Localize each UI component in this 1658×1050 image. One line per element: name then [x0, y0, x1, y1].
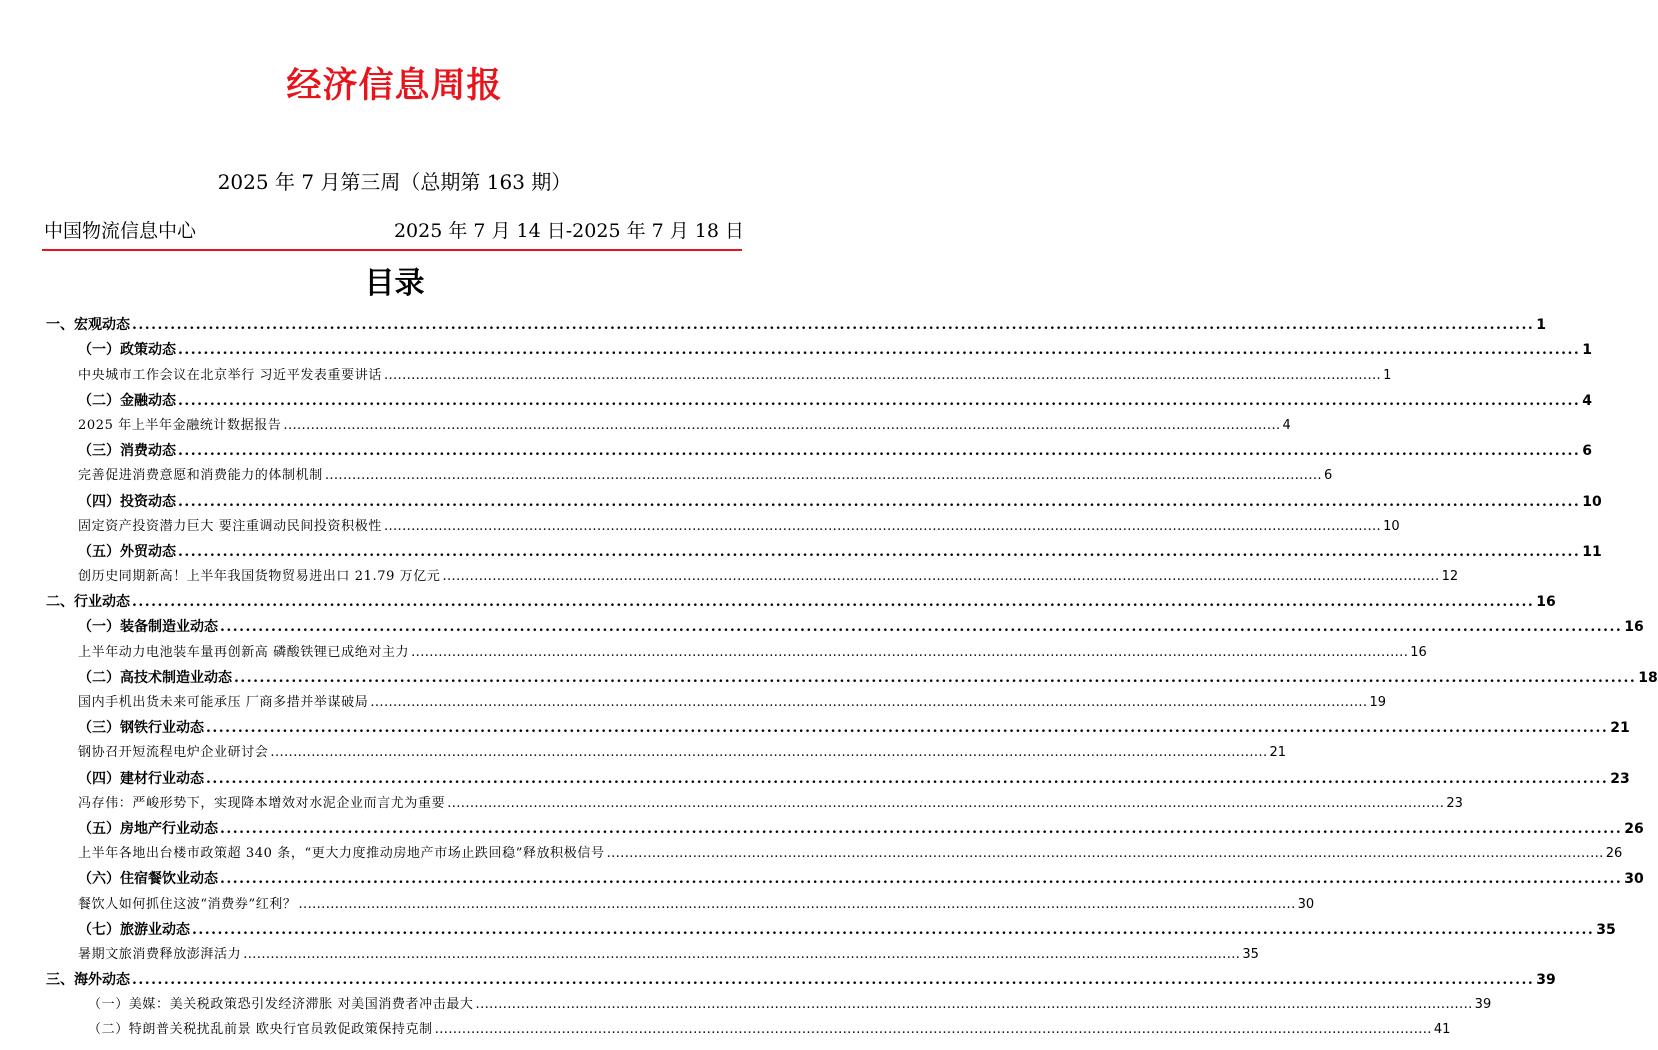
toc-entry[interactable]	[0, 989, 1492, 1014]
toc-entry-page: 39	[1474, 997, 1492, 1013]
toc-dot-leader: ............................................................................................................................................................................................................................	[132, 317, 1535, 334]
toc-entry-page: 1	[1536, 317, 1547, 334]
toc-entry[interactable]	[0, 662, 1658, 687]
toc-entry[interactable]	[0, 712, 1630, 737]
toc-entry-page: 23	[1610, 770, 1630, 787]
toc-entry-title: （五）外贸动态	[78, 543, 176, 560]
toc-dot-leader: ............................................................................................................................................................................................................................	[220, 820, 1623, 837]
toc-entry-title: （三）消费动态	[78, 443, 176, 460]
toc-entry-title: （二）特朗普关税扰乱前景 欧央行官员敦促政策保持克制	[88, 1022, 433, 1038]
toc-entry-page: 26	[1605, 846, 1623, 862]
organization-name: 中国物流信息中心	[44, 220, 197, 242]
toc-dot-leader: ............................................................................................................................................................................................................................	[192, 921, 1595, 938]
table-of-contents	[0, 309, 1658, 1039]
toc-dot-leader: ............................................................................................................................................................................................................................	[442, 569, 1440, 585]
toc-entry-page: 41	[1433, 1022, 1451, 1038]
toc-entry-title: （六）住宿餐饮业动态	[78, 871, 218, 888]
toc-dot-leader: ............................................................................................................................................................................................................................	[220, 871, 1623, 888]
toc-dot-leader: ............................................................................................................................................................................................................................	[383, 367, 1382, 383]
toc-entry-title: （一）装备制造业动态	[78, 619, 218, 636]
toc-dot-leader: ............................................................................................................................................................................................................................	[283, 417, 1281, 433]
toc-entry-title: （七）旅游业动态	[78, 921, 190, 938]
toc-entry-title: （二）金融动态	[78, 392, 176, 409]
toc-entry-page: 6	[1323, 468, 1333, 484]
toc-dot-leader: ............................................................................................................................................................................................................................	[447, 795, 1445, 811]
toc-entry-title: 上半年各地出台楼市政策超 340 条，“更大力度推动房地产市场止跌回稳”释放积极信号	[78, 846, 605, 862]
toc-entry-title: 三、海外动态	[46, 972, 130, 989]
toc-entry-page: 6	[1582, 443, 1593, 460]
toc-entry-page: 12	[1441, 569, 1459, 585]
toc-entry[interactable]	[0, 1014, 1451, 1039]
toc-entry[interactable]	[0, 964, 1556, 989]
toc-dot-leader: ............................................................................................................................................................................................................................	[234, 669, 1637, 686]
toc-entry-title: 上半年动力电池装车量再创新高 磷酸铁锂已成绝对主力	[78, 644, 410, 660]
report-title: 经济信息周报	[286, 66, 503, 106]
toc-entry[interactable]	[0, 410, 1291, 435]
toc-title: 目录	[364, 266, 425, 301]
toc-dot-leader: ............................................................................................................................................................................................................................	[324, 468, 1322, 484]
toc-entry-title: 钢协召开短流程电炉企业研讨会	[78, 745, 269, 761]
toc-dot-leader: ............................................................................................................................................................................................................................	[270, 745, 1268, 761]
toc-entry-page: 11	[1582, 543, 1602, 560]
toc-dot-leader: ............................................................................................................................................................................................................................	[178, 493, 1581, 510]
toc-dot-leader: ............................................................................................................................................................................................................................	[178, 443, 1581, 460]
toc-entry-title: 中央城市工作会议在北京举行 习近平发表重要讲话	[78, 367, 382, 383]
toc-entry-page: 35	[1596, 921, 1616, 938]
date-range: 2025 年 7 月 14 日-2025 年 7 月 18 日	[393, 220, 744, 242]
toc-entry-page: 16	[1536, 594, 1556, 611]
toc-entry[interactable]	[0, 586, 1556, 611]
toc-entry-title: 创历史同期新高！上半年我国货物贸易进出口 21.79 万亿元	[78, 569, 441, 585]
toc-entry-title: （一）美媒：美关税政策恐引发经济滞胀 对美国消费者冲击最大	[88, 997, 474, 1013]
header-divider	[42, 249, 742, 251]
toc-dot-leader: ............................................................................................................................................................................................................................	[206, 720, 1609, 737]
toc-dot-leader: ............................................................................................................................................................................................................................	[411, 644, 1409, 660]
toc-entry-page: 19	[1369, 695, 1387, 710]
toc-entry[interactable]	[0, 561, 1459, 586]
toc-entry-page: 16	[1410, 644, 1427, 660]
toc-entry[interactable]	[0, 485, 1602, 510]
toc-entry[interactable]	[0, 611, 1644, 636]
toc-entry-page: 10	[1582, 493, 1602, 510]
toc-entry[interactable]	[0, 838, 1623, 863]
toc-entry[interactable]	[0, 914, 1616, 939]
toc-dot-leader: ............................................................................................................................................................................................................................	[298, 896, 1296, 912]
toc-entry-title: 2025 年上半年金融统计数据报告	[78, 417, 282, 433]
toc-entry-page: 10	[1383, 518, 1400, 534]
toc-dot-leader: ............................................................................................................................................................................................................................	[475, 997, 1473, 1013]
toc-entry[interactable]	[0, 788, 1463, 813]
toc-entry-page: 30	[1297, 896, 1315, 912]
toc-entry[interactable]	[0, 309, 1547, 334]
toc-entry-title: （四）投资动态	[78, 493, 176, 510]
toc-entry-title: 暑期文旅消费释放澎湃活力	[78, 946, 242, 962]
toc-dot-leader: ............................................................................................................................................................................................................................	[243, 946, 1241, 962]
toc-entry[interactable]	[0, 762, 1630, 787]
toc-entry[interactable]	[0, 536, 1602, 561]
toc-entry[interactable]	[0, 737, 1287, 762]
toc-dot-leader: ............................................................................................................................................................................................................................	[606, 846, 1604, 862]
toc-entry-title: 一、宏观动态	[46, 317, 130, 334]
toc-entry-title: 完善促进消费意愿和消费能力的体制机制	[78, 468, 323, 484]
toc-entry-page: 4	[1282, 417, 1291, 433]
toc-entry[interactable]	[0, 687, 1387, 712]
toc-dot-leader: ............................................................................................................................................................................................................................	[178, 342, 1581, 359]
toc-dot-leader: ............................................................................................................................................................................................................................	[132, 594, 1535, 611]
toc-entry[interactable]	[0, 460, 1333, 485]
toc-dot-leader: ............................................................................................................................................................................................................................	[383, 518, 1382, 534]
toc-dot-leader: ............................................................................................................................................................................................................................	[178, 543, 1581, 560]
toc-dot-leader: ............................................................................................................................................................................................................................	[178, 392, 1581, 409]
toc-entry-page: 16	[1624, 619, 1644, 636]
toc-entry[interactable]	[0, 435, 1593, 460]
toc-dot-leader: ............................................................................................................................................................................................................................	[434, 1022, 1432, 1038]
toc-entry-title: （二）高技术制造业动态	[78, 669, 232, 686]
toc-entry-page: 4	[1582, 392, 1593, 409]
toc-entry-page: 39	[1536, 972, 1556, 989]
publisher-row	[44, 216, 744, 244]
toc-entry-title: 固定资产投资潜力巨大 要注重调动民间投资积极性	[78, 518, 382, 534]
toc-entry-page: 18	[1638, 669, 1658, 686]
issue-line: 2025 年 7 月第三周（总期第 163 期）	[217, 170, 572, 194]
toc-entry-title: 国内手机出货未来可能承压 厂商多措并举谋破局	[78, 695, 369, 710]
toc-entry-page: 21	[1269, 745, 1287, 761]
toc-dot-leader: ............................................................................................................................................................................................................................	[370, 695, 1368, 710]
toc-entry[interactable]	[0, 863, 1644, 888]
toc-entry[interactable]	[0, 385, 1593, 410]
toc-entry[interactable]	[0, 359, 1392, 384]
toc-entry-title: 冯存伟：严峻形势下，实现降本增效对水泥企业而言尤为重要	[78, 795, 446, 811]
toc-entry-page: 35	[1242, 946, 1259, 962]
toc-entry[interactable]	[0, 888, 1315, 913]
toc-entry-page: 21	[1610, 720, 1630, 737]
toc-dot-leader: ............................................................................................................................................................................................................................	[132, 972, 1535, 989]
toc-entry[interactable]	[0, 813, 1644, 838]
toc-entry-page: 1	[1582, 342, 1593, 359]
toc-entry[interactable]	[0, 636, 1427, 661]
toc-entry-page: 30	[1624, 871, 1644, 888]
toc-entry-title: （三）钢铁行业动态	[78, 720, 204, 737]
toc-entry-title: 餐饮人如何抓住这波“消费券”红利？	[78, 896, 297, 912]
toc-entry-title: 二、行业动态	[46, 594, 130, 611]
toc-entry[interactable]	[0, 939, 1259, 964]
toc-dot-leader: ............................................................................................................................................................................................................................	[206, 770, 1609, 787]
toc-entry-page: 23	[1446, 795, 1463, 811]
toc-entry-page: 26	[1624, 820, 1644, 837]
toc-entry[interactable]	[0, 511, 1400, 536]
toc-entry-page: 1	[1383, 367, 1392, 383]
toc-entry-title: （四）建材行业动态	[78, 770, 204, 787]
toc-dot-leader: ............................................................................................................................................................................................................................	[220, 619, 1623, 636]
toc-entry-title: （一）政策动态	[78, 342, 176, 359]
toc-entry-title: （五）房地产行业动态	[78, 820, 218, 837]
toc-entry[interactable]	[0, 334, 1593, 359]
